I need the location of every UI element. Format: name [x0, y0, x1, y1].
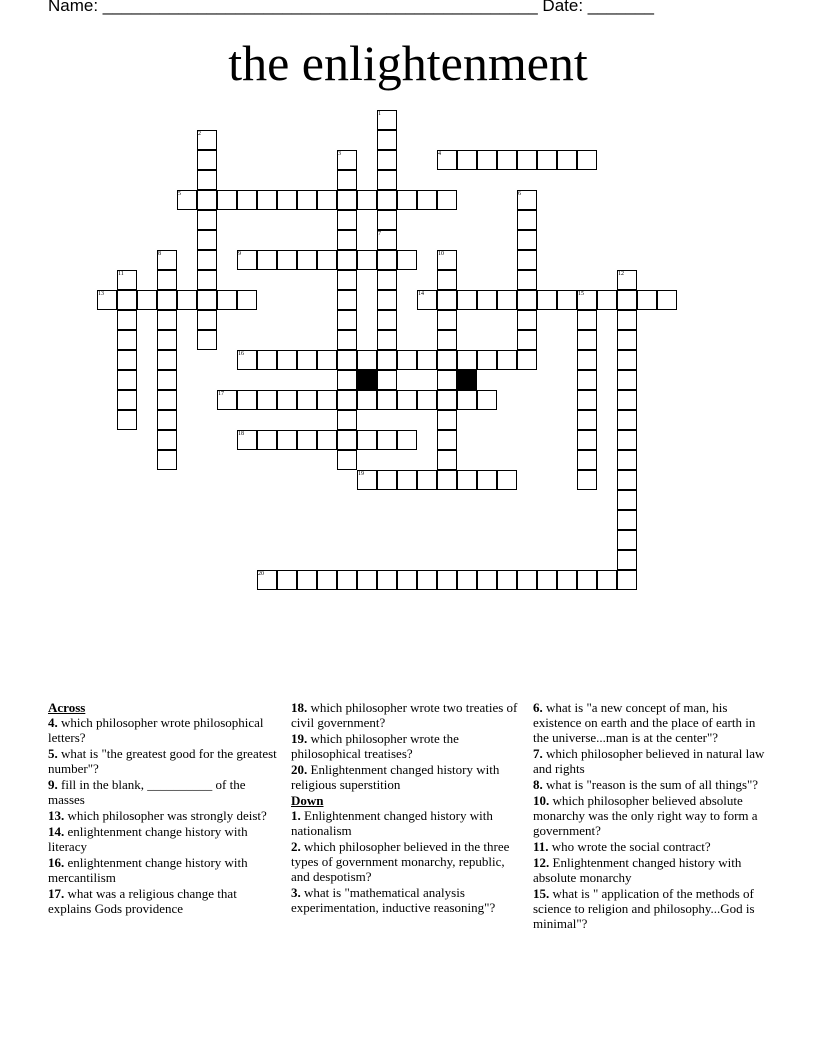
crossword-cell[interactable]: [157, 330, 177, 350]
crossword-cell[interactable]: [397, 570, 417, 590]
crossword-cell[interactable]: [377, 390, 397, 410]
crossword-cell[interactable]: [437, 430, 457, 450]
crossword-cell[interactable]: [337, 350, 357, 370]
crossword-cell[interactable]: [477, 570, 497, 590]
crossword-cell[interactable]: [397, 350, 417, 370]
clue-number: 17: [218, 391, 224, 397]
blocked-square: [357, 370, 377, 390]
crossword-cell[interactable]: [417, 190, 437, 210]
crossword-cell[interactable]: [577, 370, 597, 390]
crossword-cell[interactable]: [437, 410, 457, 430]
crossword-cell[interactable]: [197, 230, 217, 250]
crossword-cell[interactable]: [377, 210, 397, 230]
crossword-cell[interactable]: [497, 570, 517, 590]
clue-number: 3: [338, 151, 341, 157]
crossword-cell[interactable]: [377, 430, 397, 450]
clue-down-6: 6. what is "a new concept of man, his existence on earth and the place of earth in the universe...man is at the center"?: [533, 700, 756, 745]
crossword-cell[interactable]: [437, 470, 457, 490]
crossword-cell[interactable]: [317, 430, 337, 450]
crossword-cell[interactable]: [377, 310, 397, 330]
clue-number: 18: [238, 431, 244, 437]
crossword-cell[interactable]: [457, 390, 477, 410]
crossword-cell[interactable]: [117, 290, 137, 310]
crossword-cell[interactable]: [577, 390, 597, 410]
crossword-cell[interactable]: [377, 570, 397, 590]
crossword-cell[interactable]: [617, 490, 637, 510]
crossword-cell[interactable]: [617, 530, 637, 550]
crossword-cell[interactable]: [197, 190, 217, 210]
crossword-cell[interactable]: [317, 250, 337, 270]
clue-number: 15: [578, 291, 584, 297]
crossword-cell[interactable]: [437, 190, 457, 210]
crossword-cell[interactable]: [577, 570, 597, 590]
crossword-cell[interactable]: [517, 270, 537, 290]
crossword-cell[interactable]: [517, 330, 537, 350]
clue-across-16: 16. enlightenment change history with mercantilism: [48, 855, 248, 885]
crossword-cell[interactable]: [617, 330, 637, 350]
clue-down-12: 12. Enlightenment changed history with absolute monarchy: [533, 855, 742, 885]
crossword-cell[interactable]: [497, 150, 517, 170]
crossword-cell[interactable]: [357, 390, 377, 410]
crossword-cell[interactable]: [637, 290, 657, 310]
crossword-cell[interactable]: [257, 350, 277, 370]
crossword-cell[interactable]: [217, 190, 237, 210]
crossword-cell[interactable]: [437, 570, 457, 590]
crossword-cell[interactable]: [337, 210, 357, 230]
clue-number: 8: [158, 251, 161, 257]
crossword-cell[interactable]: [477, 150, 497, 170]
clue-number: 13: [98, 291, 104, 297]
crossword-cell[interactable]: [457, 470, 477, 490]
crossword-cell[interactable]: [477, 390, 497, 410]
crossword-cell[interactable]: [157, 370, 177, 390]
crossword-cell[interactable]: [517, 310, 537, 330]
crossword-cell[interactable]: [577, 450, 597, 470]
crossword-cell[interactable]: [197, 290, 217, 310]
crossword-cell[interactable]: [437, 310, 457, 330]
crossword-cell[interactable]: [337, 430, 357, 450]
crossword-cell[interactable]: [617, 290, 637, 310]
crossword-cell[interactable]: [337, 410, 357, 430]
clue-down-10: 10. which philosopher believed absolute monarchy was the only right way to form a government?: [533, 793, 758, 838]
crossword-cell[interactable]: [317, 570, 337, 590]
crossword-cell[interactable]: [157, 390, 177, 410]
crossword-cell[interactable]: [117, 370, 137, 390]
crossword-cell[interactable]: [437, 370, 457, 390]
clues-column-2: [291, 700, 521, 916]
crossword-cell[interactable]: [377, 330, 397, 350]
crossword-cell[interactable]: [257, 390, 277, 410]
clue-number: 14: [418, 291, 424, 297]
clue-number: 2: [198, 131, 201, 137]
clue-number: 4: [438, 151, 441, 157]
crossword-cell[interactable]: [257, 250, 277, 270]
clue-across-14: 14. enlightenment change history with literacy: [48, 824, 248, 854]
clue-across-4: 4. which philosopher wrote philosophical letters?: [48, 715, 264, 745]
crossword-cell[interactable]: [517, 210, 537, 230]
crossword-cell[interactable]: [577, 430, 597, 450]
clue-number: 1: [378, 111, 381, 117]
crossword-cell[interactable]: [537, 150, 557, 170]
crossword-cell[interactable]: [617, 470, 637, 490]
clue-down-8: 8. what is "reason is the sum of all things"?: [533, 777, 759, 792]
crossword-cell[interactable]: [337, 190, 357, 210]
crossword-cell[interactable]: [577, 470, 597, 490]
crossword-cell[interactable]: [157, 350, 177, 370]
crossword-cell[interactable]: [237, 390, 257, 410]
crossword-cell[interactable]: [657, 290, 677, 310]
crossword-cell[interactable]: [477, 290, 497, 310]
crossword-cell[interactable]: [397, 250, 417, 270]
crossword-cell[interactable]: [357, 350, 377, 370]
crossword-cell[interactable]: [437, 450, 457, 470]
crossword-cell[interactable]: [357, 250, 377, 270]
crossword-cell[interactable]: [257, 430, 277, 450]
clue-across-13: 13. which philosopher was strongly deist?: [48, 808, 267, 823]
crossword-cell[interactable]: [117, 310, 137, 330]
crossword-cell[interactable]: [277, 350, 297, 370]
crossword-cell[interactable]: [377, 270, 397, 290]
crossword-cell[interactable]: [437, 350, 457, 370]
crossword-cell[interactable]: [297, 350, 317, 370]
crossword-cell[interactable]: [297, 390, 317, 410]
crossword-cell[interactable]: [217, 290, 237, 310]
crossword-cell[interactable]: [417, 350, 437, 370]
down-heading: Down: [291, 793, 324, 808]
crossword-cell[interactable]: [577, 150, 597, 170]
crossword-cell[interactable]: [517, 250, 537, 270]
name-date-line: Name: ______________________________________________ Date: _______: [48, 0, 654, 15]
clue-number: 6: [518, 191, 521, 197]
crossword-cell[interactable]: [377, 170, 397, 190]
crossword-cell[interactable]: [197, 330, 217, 350]
crossword-cell[interactable]: [337, 290, 357, 310]
clue-down-15: 15. what is " application of the methods of science to religion and philosophy...God is minimal"?: [533, 886, 755, 931]
crossword-cell[interactable]: [357, 430, 377, 450]
crossword-cell[interactable]: [197, 250, 217, 270]
crossword-cell[interactable]: [617, 390, 637, 410]
clue-across-9: 9. fill in the blank, __________ of the masses: [48, 777, 246, 807]
crossword-cell[interactable]: [377, 470, 397, 490]
crossword-cell[interactable]: [157, 270, 177, 290]
crossword-cell[interactable]: [297, 570, 317, 590]
crossword-cell[interactable]: [157, 450, 177, 470]
crossword-cell[interactable]: [317, 190, 337, 210]
crossword-cell[interactable]: [337, 390, 357, 410]
clue-across-17: 17. what was a religious change that explains Gods providence: [48, 886, 237, 916]
crossword-cell[interactable]: [337, 370, 357, 390]
crossword-cell[interactable]: [577, 410, 597, 430]
clue-down-3: 3. what is "mathematical analysis experimentation, inductive reasoning"?: [291, 885, 496, 915]
crossword-cell[interactable]: [337, 250, 357, 270]
crossword-cell[interactable]: [317, 390, 337, 410]
crossword-cell[interactable]: [377, 290, 397, 310]
crossword-cell[interactable]: [537, 290, 557, 310]
crossword-cell[interactable]: [297, 430, 317, 450]
crossword-cell[interactable]: [457, 290, 477, 310]
crossword-cell[interactable]: [517, 230, 537, 250]
crossword-cell[interactable]: [617, 410, 637, 430]
crossword-cell[interactable]: [397, 430, 417, 450]
clue-across-19: 19. which philosopher wrote the philosophical treatises?: [291, 731, 459, 761]
crossword-cell[interactable]: [577, 350, 597, 370]
crossword-cell[interactable]: [457, 570, 477, 590]
crossword-cell[interactable]: [277, 390, 297, 410]
crossword-cell[interactable]: [417, 470, 437, 490]
crossword-cell[interactable]: [197, 150, 217, 170]
crossword-cell[interactable]: [397, 390, 417, 410]
clue-down-7: 7. which philosopher believed in natural law and rights: [533, 746, 765, 776]
crossword-cell[interactable]: [617, 370, 637, 390]
crossword-cell[interactable]: [437, 390, 457, 410]
crossword-cell[interactable]: [517, 350, 537, 370]
clue-number: 7: [378, 231, 381, 237]
clue-number: 16: [238, 351, 244, 357]
crossword-cell[interactable]: [477, 470, 497, 490]
crossword-cell[interactable]: [517, 570, 537, 590]
crossword-cell[interactable]: [617, 550, 637, 570]
crossword-cell[interactable]: [237, 190, 257, 210]
crossword-cell[interactable]: [157, 290, 177, 310]
clues-column-1: [48, 700, 278, 917]
crossword-cell[interactable]: [257, 190, 277, 210]
crossword-cell[interactable]: [337, 230, 357, 250]
crossword-cell[interactable]: [477, 350, 497, 370]
clue-across-20: 20. Enlightenment changed history with religious superstition: [291, 762, 500, 792]
crossword-cell[interactable]: [517, 150, 537, 170]
crossword-cell[interactable]: [117, 410, 137, 430]
crossword-cell[interactable]: [197, 310, 217, 330]
crossword-cell[interactable]: [397, 190, 417, 210]
crossword-cell[interactable]: [277, 430, 297, 450]
crossword-cell[interactable]: [457, 150, 477, 170]
crossword-cell[interactable]: [117, 390, 137, 410]
crossword-cell[interactable]: [597, 290, 617, 310]
crossword-cell[interactable]: [297, 250, 317, 270]
clue-number: 9: [238, 251, 241, 257]
crossword-cell[interactable]: [497, 290, 517, 310]
crossword-cell[interactable]: [457, 350, 477, 370]
crossword-cell[interactable]: [117, 330, 137, 350]
crossword-cell[interactable]: [617, 350, 637, 370]
crossword-cell[interactable]: [377, 250, 397, 270]
crossword-cell[interactable]: [437, 290, 457, 310]
crossword-cell[interactable]: [377, 350, 397, 370]
crossword-cell[interactable]: [337, 270, 357, 290]
clue-number: 19: [358, 471, 364, 477]
page-title: the enlightenment: [228, 35, 588, 91]
crossword-cell[interactable]: [617, 510, 637, 530]
crossword-cell[interactable]: [597, 570, 617, 590]
clue-number: 5: [178, 191, 181, 197]
clue-number: 11: [118, 271, 124, 277]
clue-down-1: 1. Enlightenment changed history with nationalism: [291, 808, 493, 838]
crossword-cell[interactable]: [537, 570, 557, 590]
crossword-cell[interactable]: [377, 130, 397, 150]
crossword-cell[interactable]: [617, 310, 637, 330]
crossword-cell[interactable]: [617, 450, 637, 470]
crossword-cell[interactable]: [277, 250, 297, 270]
crossword-cell[interactable]: [157, 410, 177, 430]
clue-number: 12: [618, 271, 624, 277]
crossword-cell[interactable]: [197, 210, 217, 230]
crossword-cell[interactable]: [377, 190, 397, 210]
crossword-cell[interactable]: [497, 470, 517, 490]
crossword-cell[interactable]: [157, 430, 177, 450]
crossword-cell[interactable]: [417, 570, 437, 590]
clue-down-11: 11. who wrote the social contract?: [533, 839, 711, 854]
crossword-cell[interactable]: [517, 290, 537, 310]
crossword-cell[interactable]: [377, 370, 397, 390]
crossword-cell[interactable]: [337, 570, 357, 590]
crossword-cell[interactable]: [337, 450, 357, 470]
crossword-cell[interactable]: [377, 150, 397, 170]
crossword-cell[interactable]: [557, 150, 577, 170]
clue-down-2: 2. which philosopher believed in the three types of government monarchy, republic, and despotism?: [291, 839, 510, 884]
crossword-cell[interactable]: [197, 170, 217, 190]
blocked-square: [457, 370, 477, 390]
crossword-cell[interactable]: [617, 570, 637, 590]
crossword-cell[interactable]: [437, 270, 457, 290]
crossword-cell[interactable]: [557, 290, 577, 310]
across-heading: Across: [48, 700, 86, 715]
crossword-cell[interactable]: [297, 190, 317, 210]
crossword-cell[interactable]: [557, 570, 577, 590]
crossword-cell[interactable]: [137, 290, 157, 310]
crossword-cell[interactable]: [237, 290, 257, 310]
crossword-cell[interactable]: [617, 430, 637, 450]
crossword-cell[interactable]: [497, 350, 517, 370]
crossword-cell[interactable]: [317, 350, 337, 370]
crossword-cell[interactable]: [337, 330, 357, 350]
clue-number: 10: [438, 251, 444, 257]
crossword-cell[interactable]: [337, 170, 357, 190]
crossword-cell[interactable]: [437, 330, 457, 350]
crossword-cell[interactable]: [337, 310, 357, 330]
crossword-cell[interactable]: [277, 570, 297, 590]
crossword-cell[interactable]: [397, 470, 417, 490]
crossword-cell[interactable]: [197, 270, 217, 290]
crossword-cell[interactable]: [417, 390, 437, 410]
clue-across-5: 5. what is "the greatest good for the greatest number"?: [48, 746, 277, 776]
clues-column-3: [533, 700, 768, 932]
crossword-cell[interactable]: [357, 190, 377, 210]
crossword-cell[interactable]: [117, 350, 137, 370]
clue-across-18: 18. which philosopher wrote two treaties of civil government?: [291, 700, 518, 730]
crossword-cell[interactable]: [577, 330, 597, 350]
crossword-cell[interactable]: [277, 190, 297, 210]
clue-number: 20: [258, 571, 264, 577]
crossword-cell[interactable]: [357, 570, 377, 590]
crossword-cell[interactable]: [177, 290, 197, 310]
crossword-cell[interactable]: [577, 310, 597, 330]
crossword-cell[interactable]: [157, 310, 177, 330]
